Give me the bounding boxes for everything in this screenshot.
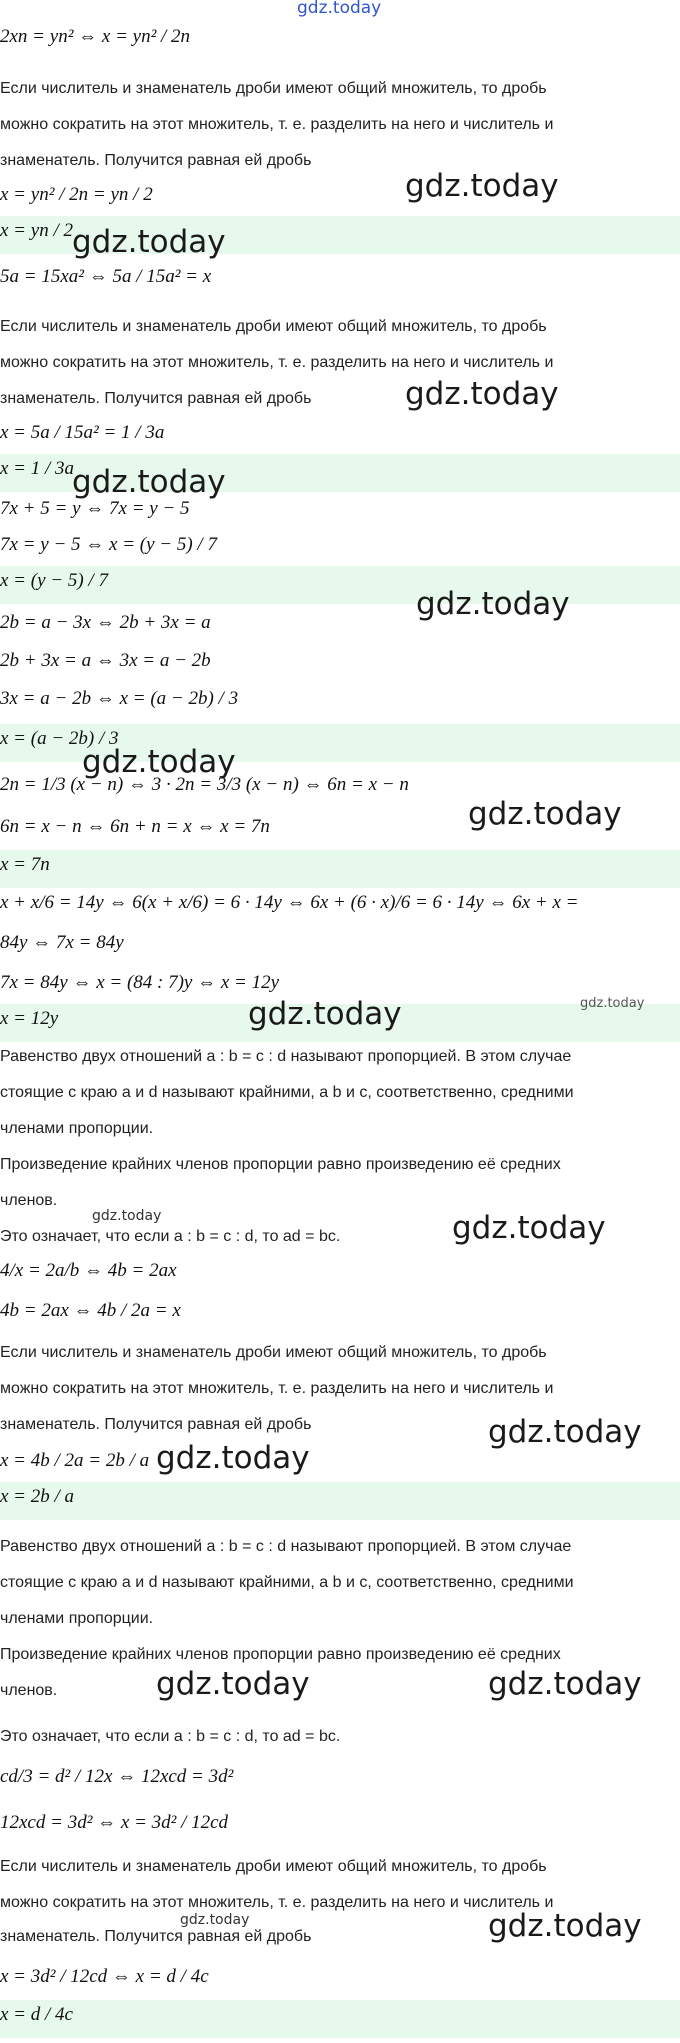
text-line	[0, 72, 680, 108]
site-header-watermark: gdz.today	[297, 0, 382, 18]
text-line	[0, 1530, 680, 1566]
paragraph-text: знаменатель. Получится равная ей дробь	[0, 1416, 312, 1433]
paragraph-text: членами пропорции.	[0, 1120, 154, 1137]
paragraph-text: Равенство двух отношений a : b = c : d называют пропорцией. В этом случае	[0, 1048, 572, 1065]
paragraph-text: можно сократить на этот множитель, т. е. разделить на него и числитель и	[0, 1894, 554, 1911]
equation-text: 4/x = 2a/b ⇔ 4b = 2ax	[0, 1260, 177, 1281]
watermark: gdz.today	[72, 464, 226, 500]
equation-text: x = d / 4c	[0, 2004, 73, 2025]
equation-line	[0, 1256, 680, 1292]
text-line	[0, 382, 680, 418]
equation-text: 12xcd = 3d² ⇔ x = 3d² / 12cd	[0, 1812, 229, 1833]
watermark: gdz.today	[405, 376, 559, 412]
equation-text: 2n = 1/3 (x − n) ⇔ 3 · 2n = 3/3 (x − n) ⇔ 6n = x − n	[0, 774, 409, 795]
paragraph-text: членов.	[0, 1192, 58, 1209]
equation-text: 84y ⇔ 7x = 84y	[0, 932, 124, 953]
paragraph-text: знаменатель. Получится равная ей дробь	[0, 1928, 312, 1945]
paragraph-text: Если числитель и знаменатель дроби имеют общий множитель, то дробь	[0, 1344, 547, 1361]
text-line	[0, 346, 680, 382]
watermark: gdz.today	[488, 1414, 642, 1450]
text-line	[0, 144, 680, 180]
watermark: gdz.today	[72, 224, 226, 260]
equation-text: x + x/6 = 14y ⇔ 6(x + x/6) = 6 · 14y ⇔ 6x + (6 · x)/6 = 6 · 14y ⇔ 6x + x =	[0, 892, 579, 913]
watermark: gdz.today	[416, 586, 570, 622]
equation-line	[0, 1808, 680, 1844]
equation-line	[0, 888, 680, 924]
equation-text: 4b = 2ax ⇔ 4b / 2a = x	[0, 1300, 181, 1321]
equation-text: x = 2b / a	[0, 1486, 75, 1507]
equation-text: 3x = a − 2b ⇔ x = (a − 2b) / 3	[0, 688, 239, 709]
equation-text: x = 3d² / 12cd ⇔ x = d / 4c	[0, 1966, 209, 1987]
equation-text: x = 5a / 15a² = 1 / 3a	[0, 422, 165, 443]
paragraph-text: Если числитель и знаменатель дроби имеют общий множитель, то дробь	[0, 80, 547, 97]
paragraph-text: Это означает, что если a : b = c : d, то ad = bc.	[0, 1728, 341, 1745]
watermark: gdz.today	[248, 996, 402, 1032]
paragraph-text: стоящие с краю a и d называют крайними, а b и c, соответственно, средними	[0, 1574, 574, 1591]
equation-text: x = yn² / 2n = yn / 2	[0, 184, 153, 205]
watermark: gdz.today	[156, 1666, 310, 1702]
equation-line	[0, 1296, 680, 1332]
equation-text: 2xn = yn² ⇔ x = yn² / 2n	[0, 26, 191, 47]
watermark: gdz.today	[488, 1908, 642, 1944]
paragraph-text: Равенство двух отношений a : b = c : d называют пропорцией. В этом случае	[0, 1538, 572, 1555]
equation-text: 5a = 15xa² ⇔ 5a / 15a² = x	[0, 266, 212, 287]
answer-line	[0, 566, 680, 602]
paragraph-text: Произведение крайних членов пропорции равно произведению её средних	[0, 1646, 561, 1663]
text-line	[0, 1372, 680, 1408]
watermark: gdz.today	[180, 1912, 250, 1928]
text-line	[0, 1602, 680, 1638]
equation-line	[0, 684, 680, 720]
paragraph-text: можно сократить на этот множитель, т. е. разделить на него и числитель и	[0, 116, 554, 133]
equation-line	[0, 1446, 680, 1482]
text-line	[0, 1076, 680, 1112]
paragraph-text: можно сократить на этот множитель, т. е. разделить на него и числитель и	[0, 1380, 554, 1397]
paragraph-text: Если числитель и знаменатель дроби имеют общий множитель, то дробь	[0, 318, 547, 335]
equation-line	[0, 608, 680, 644]
watermark: gdz.today	[156, 1440, 310, 1476]
watermark: gdz.today	[405, 168, 559, 204]
equation-text: x = 4b / 2a = 2b / a	[0, 1450, 150, 1471]
paragraph-text: членов.	[0, 1682, 58, 1699]
paragraph-text: членами пропорции.	[0, 1610, 154, 1627]
answer-line	[0, 2000, 680, 2036]
equation-text: 2b = a − 3x ⇔ 2b + 3x = a	[0, 612, 211, 633]
text-line	[0, 1148, 680, 1184]
text-line	[0, 108, 680, 144]
equation-line	[0, 418, 680, 454]
equation-text: 6n = x − n ⇔ 6n + n = x ⇔ x = 7n	[0, 816, 270, 837]
equation-line	[0, 22, 680, 58]
equation-line	[0, 928, 680, 964]
equation-text: x = 7n	[0, 854, 50, 875]
watermark: gdz.today	[580, 996, 645, 1011]
equation-text: cd/3 = d² / 12x ⇔ 12xcd = 3d²	[0, 1766, 234, 1787]
watermark: gdz.today	[92, 1208, 162, 1224]
equation-line	[0, 646, 680, 682]
paragraph-text: стоящие с краю a и d называют крайними, а b и c, соответственно, средними	[0, 1084, 574, 1101]
text-line	[0, 1850, 680, 1886]
paragraph-text: знаменатель. Получится равная ей дробь	[0, 152, 312, 169]
answer-line	[0, 1482, 680, 1518]
equation-text: x = (y − 5) / 7	[0, 570, 108, 591]
watermark: gdz.today	[468, 796, 622, 832]
equation-text: x = 12y	[0, 1008, 59, 1029]
paragraph-text: Это означает, что если a : b = c : d, то ad = bc.	[0, 1228, 341, 1245]
equation-text: 7x = 84y ⇔ x = (84 : 7)y ⇔ x = 12y	[0, 972, 280, 993]
equation-line	[0, 1962, 680, 1998]
paragraph-text: знаменатель. Получится равная ей дробь	[0, 390, 312, 407]
equation-line	[0, 530, 680, 566]
text-line	[0, 310, 680, 346]
equation-line	[0, 1762, 680, 1798]
equation-text: x = (a − 2b) / 3	[0, 728, 119, 749]
equation-line	[0, 180, 680, 216]
answer-line	[0, 850, 680, 886]
paragraph-text: Произведение крайних членов пропорции равно произведению её средних	[0, 1156, 561, 1173]
equation-line	[0, 262, 680, 298]
watermark: gdz.today	[488, 1666, 642, 1702]
text-line	[0, 1566, 680, 1602]
equation-text: 7x + 5 = y ⇔ 7x = y − 5	[0, 498, 190, 519]
watermark: gdz.today	[82, 744, 236, 780]
equation-text: x = yn / 2	[0, 220, 73, 241]
watermark: gdz.today	[452, 1210, 606, 1246]
equation-text: x = 1 / 3a	[0, 458, 75, 479]
paragraph-text: Если числитель и знаменатель дроби имеют общий множитель, то дробь	[0, 1858, 547, 1875]
equation-text: 2b + 3x = a ⇔ 3x = a − 2b	[0, 650, 211, 671]
text-line	[0, 1720, 680, 1756]
text-line	[0, 1336, 680, 1372]
text-line	[0, 1040, 680, 1076]
paragraph-text: можно сократить на этот множитель, т. е. разделить на него и числитель и	[0, 354, 554, 371]
text-line	[0, 1112, 680, 1148]
equation-text: 7x = y − 5 ⇔ x = (y − 5) / 7	[0, 534, 217, 555]
